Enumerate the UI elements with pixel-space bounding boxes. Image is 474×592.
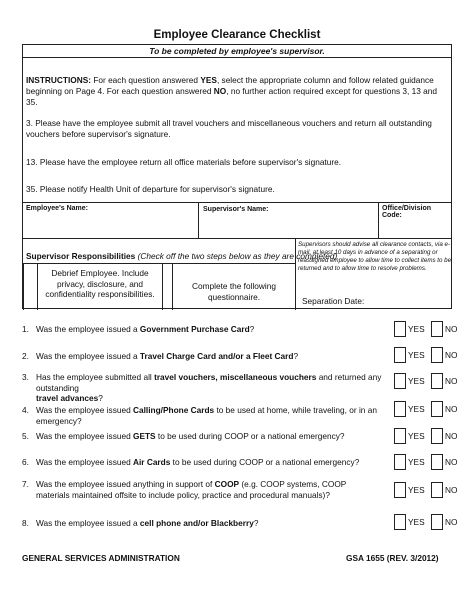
step-debrief: Debrief Employee. Include privacy, disclosure, and confidentiality responsibilities. <box>45 268 155 299</box>
divider <box>37 263 38 310</box>
question-number: 1. <box>22 324 29 334</box>
separation-date-label: Separation Date: <box>302 296 365 306</box>
note-3: 3. Please have the employee submit all travel vouchers and miscellaneous vouchers and return all outstanding vouchers before supervisor's signature. <box>26 118 432 139</box>
q6-yes-checkbox[interactable] <box>394 454 406 470</box>
supervisor-side-note: Supervisors should advise all clearance contacts, via e-mail, at least 10 days in advance of a separating or reassigned employee to allow time to collect items to be returned and to allow time to resolve problems. <box>298 241 452 273</box>
note-35: 35. Please notify Health Unit of departure for supervisor's signature. <box>26 184 275 194</box>
question-5 <box>22 431 382 443</box>
form-title: Employee Clearance Checklist <box>153 29 321 41</box>
divider <box>378 202 379 238</box>
divider <box>23 202 451 203</box>
q4-no-checkbox[interactable] <box>431 401 443 417</box>
question-6 <box>22 457 382 469</box>
question-3 <box>22 372 382 403</box>
q7-no-checkbox[interactable] <box>431 482 443 498</box>
office-code-label: Office/Division Code: <box>382 205 432 219</box>
q2-yes-checkbox[interactable] <box>394 347 406 363</box>
footer-form-number: GSA 1655 (REV. 3/2012) <box>346 553 439 563</box>
supervisor-name-label: Supervisor's Name: <box>203 206 269 213</box>
no-label: NO <box>445 485 458 495</box>
question-1 <box>22 324 382 336</box>
question-number: 4. <box>22 405 29 415</box>
question-number: 6. <box>22 457 29 467</box>
yes-label: YES <box>408 431 425 441</box>
question-2 <box>22 351 382 363</box>
no-label: NO <box>445 404 458 414</box>
q5-no-checkbox[interactable] <box>431 428 443 444</box>
q2-no-checkbox[interactable] <box>431 347 443 363</box>
yes-label: YES <box>408 350 425 360</box>
yes-label: YES <box>408 324 425 334</box>
divider <box>23 263 295 264</box>
q6-no-checkbox[interactable] <box>431 454 443 470</box>
divider <box>198 202 199 238</box>
q8-no-checkbox[interactable] <box>431 514 443 530</box>
question-number: 3. <box>22 372 29 382</box>
yes-label: YES <box>408 485 425 495</box>
question-text: Has the employee submitted all travel vouchers, miscellaneous vouchers and returned any outstanding travel advances? <box>36 372 382 403</box>
instructions-no: NO <box>213 86 227 96</box>
supervisor-heading <box>26 251 337 261</box>
supervisor-heading-note: (Check off the two steps below as they are completed) <box>137 251 338 261</box>
instructions-text-2: , select the appropriate column and follow related guidance beginning on Page 4. <box>26 75 434 96</box>
yes-label: YES <box>408 404 425 414</box>
q1-no-checkbox[interactable] <box>431 321 443 337</box>
divider <box>295 238 296 310</box>
question-7 <box>22 479 382 503</box>
instructions-text-3: For each question answered <box>106 86 212 96</box>
no-label: NO <box>445 431 458 441</box>
q1-yes-checkbox[interactable] <box>394 321 406 337</box>
divider <box>162 263 163 310</box>
q3-yes-checkbox[interactable] <box>394 373 406 389</box>
divider <box>23 57 451 58</box>
question-text: Was the employee issued a Government Purchase Card? <box>36 324 255 334</box>
q4-yes-checkbox[interactable] <box>394 401 406 417</box>
yes-label: YES <box>408 376 425 386</box>
instructions-text-1: For each question answered <box>93 75 199 85</box>
question-number: 8. <box>22 518 29 528</box>
q8-yes-checkbox[interactable] <box>394 514 406 530</box>
footer-agency: GENERAL SERVICES ADMINISTRATION <box>22 553 180 563</box>
supervisor-heading-title: Supervisor Responsibilities <box>26 251 136 261</box>
question-number: 7. <box>22 479 29 489</box>
divider <box>172 263 173 310</box>
question-text: Was the employee issued a cell phone and/or Blackberry? <box>36 518 259 528</box>
instructions-label: INSTRUCTIONS: <box>26 75 91 85</box>
no-label: NO <box>445 457 458 467</box>
instructions-yes: YES <box>200 75 217 85</box>
divider <box>23 263 24 310</box>
instructions <box>26 75 448 108</box>
no-label: NO <box>445 376 458 386</box>
q3-no-checkbox[interactable] <box>431 373 443 389</box>
yes-label: YES <box>408 517 425 527</box>
step-questionnaire: Complete the following questionnaire. <box>192 281 276 302</box>
divider <box>23 238 451 239</box>
question-number: 5. <box>22 431 29 441</box>
instructions-text-4: , no further action required except for questions 3, 13 and 35. <box>26 86 437 107</box>
question-8 <box>22 518 382 530</box>
q5-yes-checkbox[interactable] <box>394 428 406 444</box>
question-text: Was the employee issued Air Cards to be used during COOP or a national emergency? <box>36 457 360 467</box>
no-label: NO <box>445 324 458 334</box>
question-text: Was the employee issued GETS to be used during COOP or a national emergency? <box>36 431 345 441</box>
form-subtitle: To be completed by employee's supervisor. <box>149 46 325 56</box>
employee-name-label: Employee's Name: <box>26 205 88 212</box>
no-label: NO <box>445 517 458 527</box>
form-frame <box>22 44 452 309</box>
question-4 <box>22 405 382 426</box>
note-13: 13. Please have the employee return all office materials before supervisor's signature. <box>26 157 342 167</box>
no-label: NO <box>445 350 458 360</box>
question-number: 2. <box>22 351 29 361</box>
question-text: Was the employee issued a Travel Charge Card and/or a Fleet Card? <box>36 351 299 361</box>
q7-yes-checkbox[interactable] <box>394 482 406 498</box>
question-text: Was the employee issued Calling/Phone Cards to be used at home, while traveling, or in an emergency? <box>36 405 377 426</box>
question-text: Was the employee issued anything in support of COOP (e.g. COOP systems, COOP materials maintained offsite to include policy, practice and procedural manuals)? <box>36 479 347 500</box>
yes-label: YES <box>408 457 425 467</box>
